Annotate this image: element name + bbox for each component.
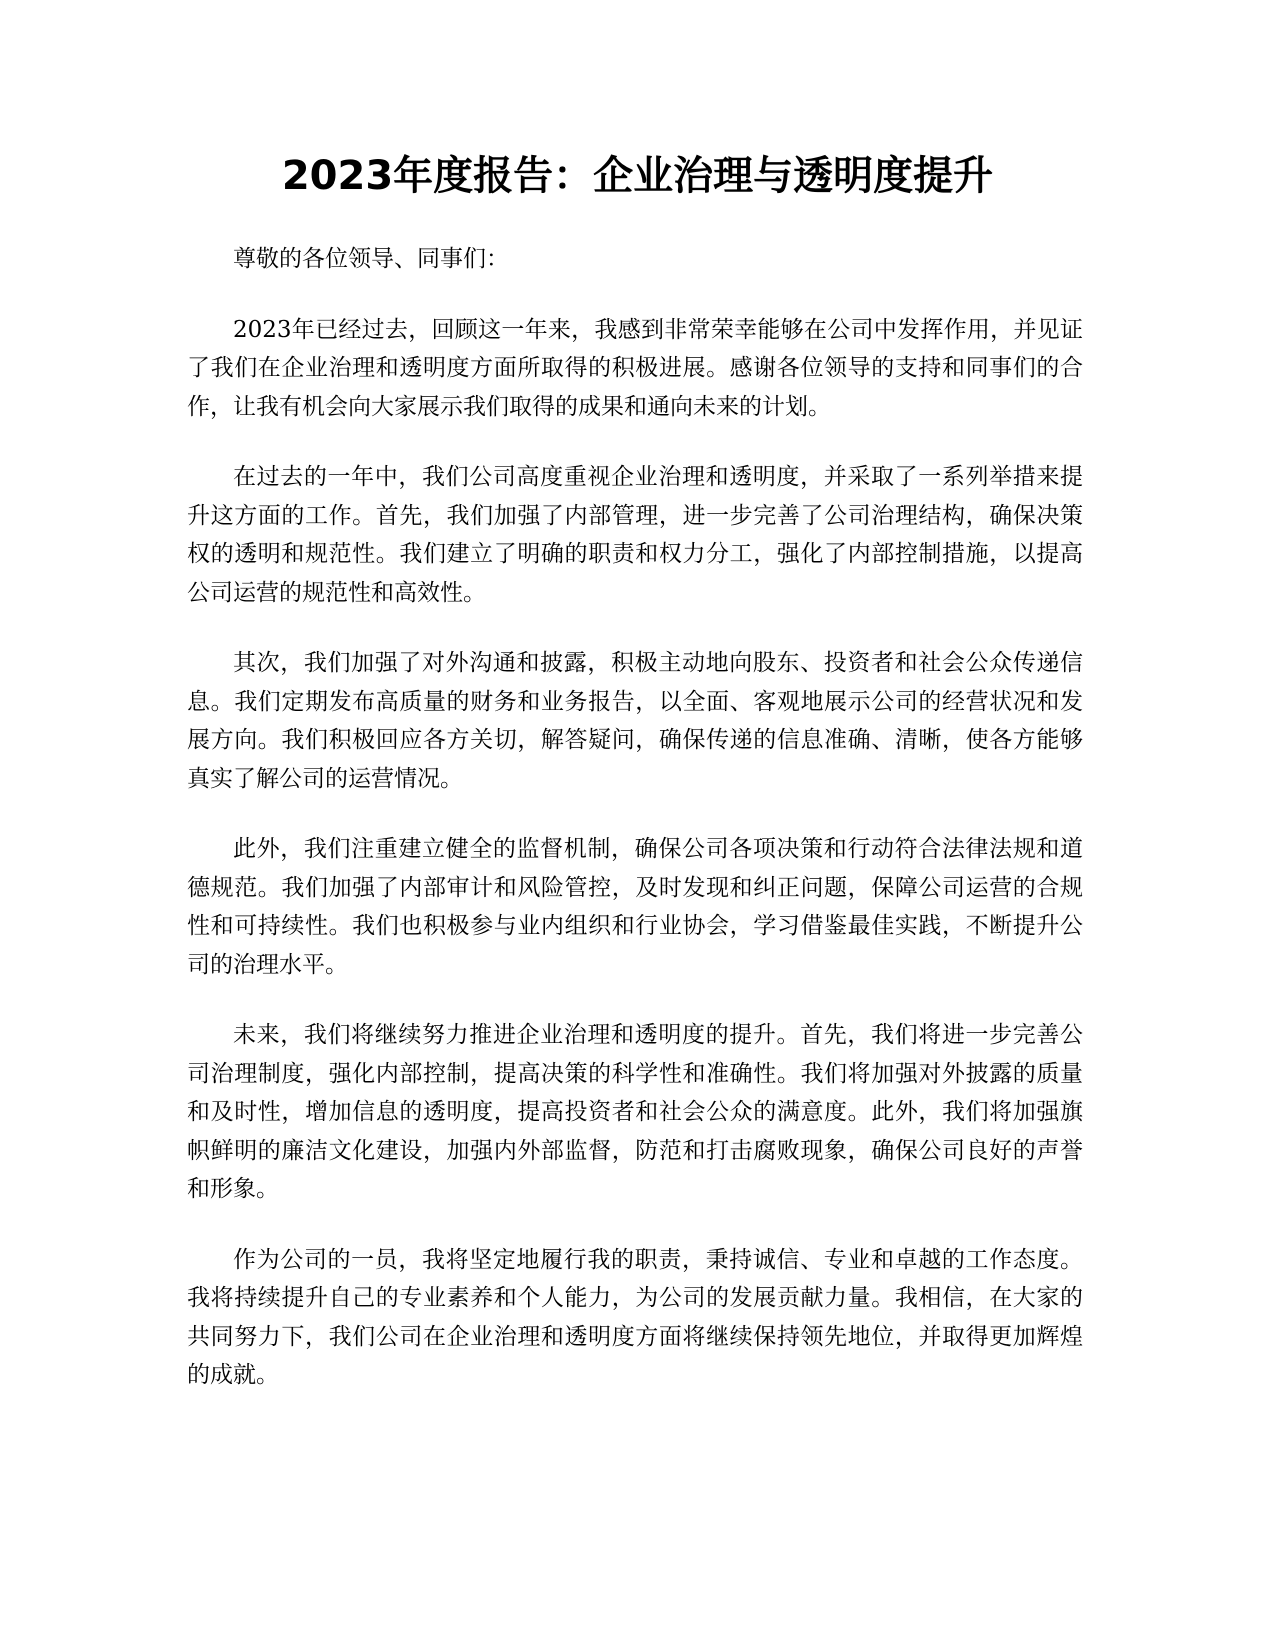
document-body <box>187 240 1083 1427</box>
paragraph: 此外，我们注重建立健全的监督机制，确保公司各项决策和行动符合法律法规和道德规范。我们加强了内部审计和风险管控，及时发现和纠正问题，保障公司运营的合规性和可持续性。我们也积极参与业内组织和行业协会，学习借鉴最佳实践，不断提升公司的治理水平。 <box>187 836 1083 978</box>
paragraph: 其次，我们加强了对外沟通和披露，积极主动地向股东、投资者和社会公众传递信息。我们定期发布高质量的财务和业务报告，以全面、客观地展示公司的经营状况和发展方向。我们积极回应各方关切，解答疑问，确保传递的信息准确、清晰，使各方能够真实了解公司的运营情况。 <box>187 650 1083 792</box>
paragraph: 作为公司的一员，我将坚定地履行我的职责，秉持诚信、专业和卓越的工作态度。我将持续提升自己的专业素养和个人能力，为公司的发展贡献力量。我相信，在大家的共同努力下，我们公司在企业治理和透明度方面将继续保持领先地位，并取得更加辉煌的成就。 <box>187 1246 1083 1388</box>
paragraph: 未来，我们将继续努力推进企业治理和透明度的提升。首先，我们将进一步完善公司治理制度，强化内部控制，提高决策的科学性和准确性。我们将加强对外披露的质量和及时性，增加信息的透明度，提高投资者和社会公众的满意度。此外，我们将加强旗帜鲜明的廉洁文化建设，加强内外部监督，防范和打击腐败现象，确保公司良好的声誉和形象。 <box>187 1022 1083 1202</box>
document-title: 2023年度报告：企业治理与透明度提升 <box>281 153 994 199</box>
salutation: 尊敬的各位领导、同事们： <box>233 246 509 272</box>
paragraph: 2023年已经过去，回顾这一年来，我感到非常荣幸能够在公司中发挥作用，并见证了我们在企业治理和透明度方面所取得的积极进展。感谢各位领导的支持和同事们的合作，让我有机会向大家展示我们取得的成果和通向未来的计划。 <box>187 316 1083 420</box>
paragraph: 在过去的一年中，我们公司高度重视企业治理和透明度，并采取了一系列举措来提升这方面的工作。首先，我们加强了内部管理，进一步完善了公司治理结构，确保决策权的透明和规范性。我们建立了明确的职责和权力分工，强化了内部控制措施，以提高公司运营的规范性和高效性。 <box>187 464 1083 606</box>
